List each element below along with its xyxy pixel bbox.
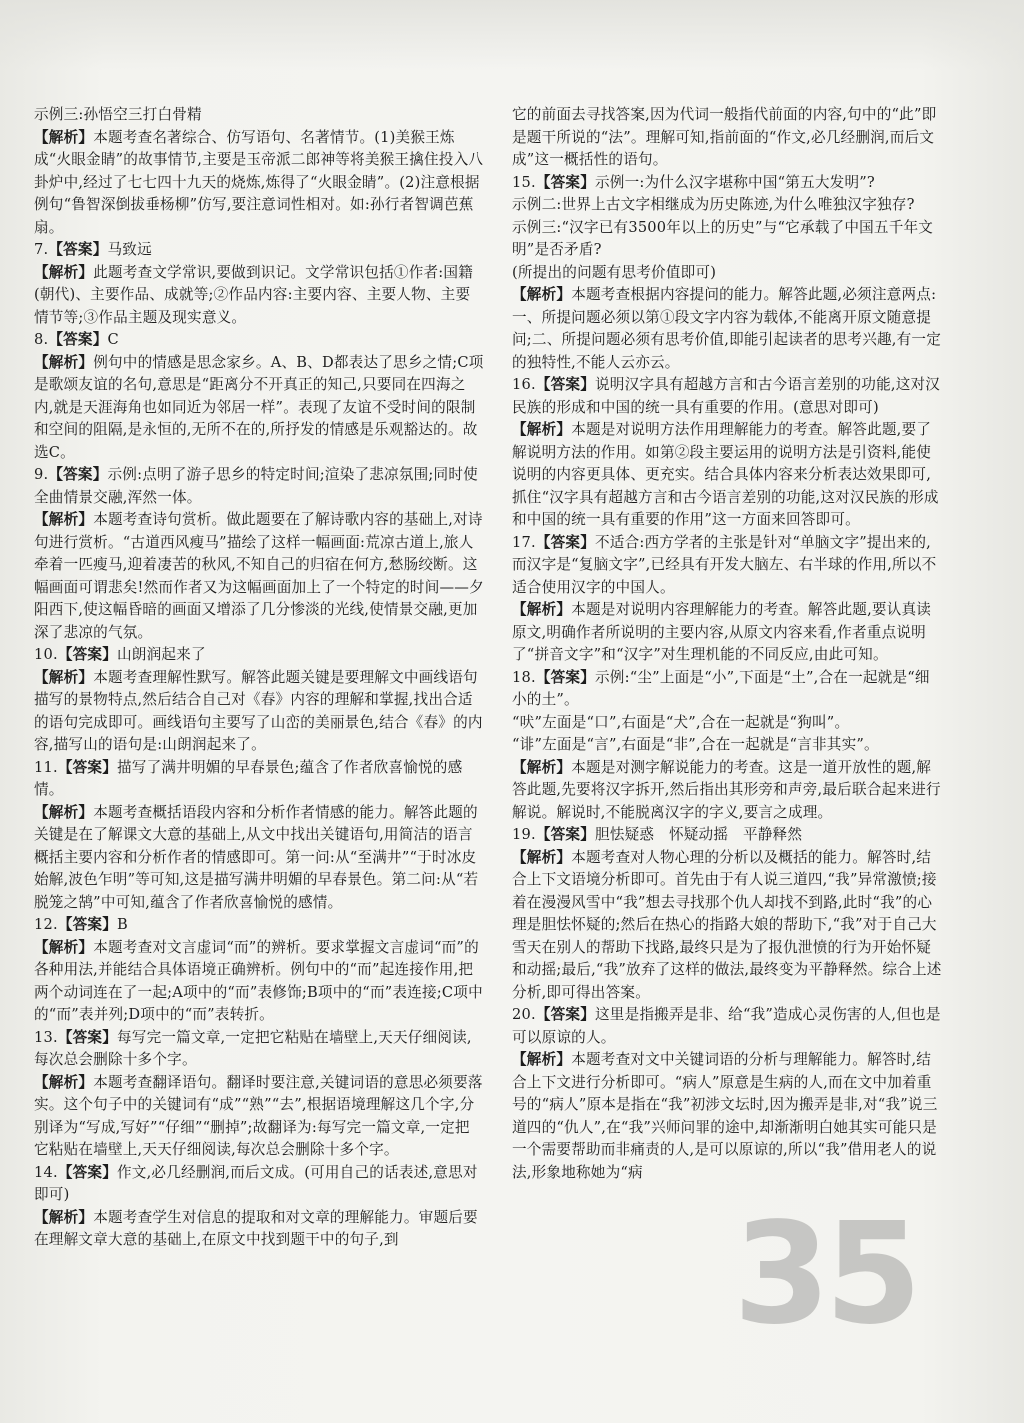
analysis-tag: 【解析】 [34,668,94,686]
question-number: 20. [512,1006,536,1023]
answer-paragraph [34,104,484,127]
answer-paragraph [512,172,942,195]
analysis-tag: 【解析】 [34,128,94,146]
answer-paragraph [34,464,484,509]
paragraph-text: 本题考查学生对信息的提取和对文章的理解能力。审题后要在理解文章大意的基础上,在原文中找到题干中的句子,到 [34,1208,478,1248]
analysis-tag: 【解析】 [34,1208,94,1226]
answer-tag: 【答案】 [48,331,108,348]
answer-paragraph [512,712,942,735]
paragraph-text: 胆怯疑惑 怀疑动摇 平静释然 [595,826,803,843]
answer-paragraph [512,1049,942,1184]
answer-paragraph [34,262,484,330]
paragraph-text: 本题是对测字解说能力的考查。这是一道开放性的题,解答此题,先要将汉字拆开,然后指出其形旁和声旁,最后联合起来进行解说。解说时,不能脱离汉字的字义,要言之成理。 [512,758,941,821]
paragraph-text: 本题是对说明内容理解能力的考查。解答此题,要认真读原文,明确作者所说明的主要内容,从原文内容来看,作者重点说明了“拼音文字”和“汉字”对生理机能的不同反应,由此可知。 [512,601,932,663]
answer-tag: 【答案】 [535,173,595,191]
analysis-tag: 【解析】 [34,938,94,956]
paragraph-text: 本题考查概括语段内容和分析作者情感的能力。解答此题的关键是在了解课文大意的基础上,从文中找出关键语句,用简洁的语言概括主要内容和分析作者的情感即可。第一问:从“至满井”“于时冰皮始解,波色乍明”等可知,这是描写满井明媚的早春景色。第二问:从“若脱笼之鹄”中可知,蕴含了作者欣喜愉悦的感情。 [34,803,479,911]
paragraph-text: 示例:点明了游子思乡的特定时间;渲染了悲凉氛围;同时使全曲情景交融,浑然一体。 [34,466,478,506]
question-number: 14. [34,1163,58,1181]
paragraph-text: 本题是对说明方法作用理解能力的考查。解答此题,要了解说明方法的作用。如第②段主要运用的说明方法是引资料,能使说明的内容更具体、更充实。结合具体内容来分析表达效果即可,抓住“汉字具有超越方言和古今语言差别的功能,这对汉民族的形成和中国的统一具有重要的作用”这一方面来回答即可。 [512,421,939,528]
answer-paragraph [512,284,942,374]
analysis-tag: 【解析】 [34,1073,94,1091]
answer-paragraph [34,127,484,240]
analysis-tag: 【解析】 [34,511,94,528]
question-number: 7. [34,241,49,258]
analysis-tag: 【解析】 [512,601,572,618]
answer-tag: 【答案】 [535,668,595,686]
answer-paragraph [512,532,942,600]
right-column [512,104,942,1184]
answer-tag: 【答案】 [57,758,117,776]
question-number: 18. [512,668,536,686]
question-number: 8. [34,331,49,348]
paragraph-text: 示例三:“汉字已有3500年以上的历史”与“它承载了中国五千年文明”是否矛盾? [512,218,934,258]
answer-paragraph [34,644,484,667]
analysis-tag: 【解析】 [512,848,572,866]
analysis-tag: 【解析】 [34,803,94,821]
paragraph-text: 此题考查文学常识,要做到识记。文学常识包括①作者:国籍(朝代)、主要作品、成就等;②作品内容:主要内容、主要人物、主要情节等;③作品主题及现实意义。 [34,263,473,326]
page-number: 35 [733,1193,916,1356]
paragraph-text: 每写完一篇文章,一定把它粘贴在墙壁上,天天仔细阅读,每次总会删除十多个字。 [34,1028,472,1068]
question-number: 13. [34,1028,58,1046]
answer-tag: 【答案】 [57,916,117,933]
answer-paragraph [34,1027,484,1072]
paragraph-text: 它的前面去寻找答案,因为代词一般指代前面的内容,句中的“此”即是题干所说的“法”。理解可知,指前面的“作文,必几经删润,而后文成”这一概括性的语句。 [512,106,937,168]
answer-paragraph [512,104,942,172]
paragraph-text: 本题考查对人物心理的分析以及概括的能力。解答时,结合上下文语境分析即可。首先由于有人说三道四,“我”异常激愤;接着在漫漫风雪中“我”想去寻找那个仇人却找不到路,此时“我”的心理是胆怯怀疑的;然后在热心的指路大娘的帮助下,“我”对于自己大雪天在别人的帮助下找路,最终只是为了报仇泄愤的行为开始怀疑和动摇;最后,“我”放弃了这样的做法,最终变为平静释然。综合上述分析,即可得出答案。 [512,848,942,1001]
left-column [34,104,484,1252]
question-number: 19. [512,826,536,843]
analysis-tag: 【解析】 [34,353,94,371]
paragraph-text: C [107,331,119,348]
paragraph-text: 山朗润起来了 [117,646,206,663]
answer-paragraph [34,352,484,465]
analysis-tag: 【解析】 [512,421,572,438]
paragraph-text: B [117,916,128,933]
question-number: 15. [512,173,536,191]
answer-tag: 【答案】 [535,826,595,843]
answer-paragraph [34,802,484,915]
answer-paragraph [512,847,942,1005]
answer-paragraph [512,667,942,712]
paragraph-text: 作文,必几经删润,而后文成。(可用自己的话表述,意思对即可) [34,1163,478,1203]
answer-paragraph [34,239,484,262]
answer-paragraph [34,914,484,937]
answer-paragraph [34,937,484,1027]
answer-paragraph [512,217,942,262]
analysis-tag: 【解析】 [512,758,572,776]
answer-tag: 【答案】 [48,466,108,483]
paragraph-text: 本题考查诗句赏析。做此题要在了解诗歌内容的基础上,对诗句进行赏析。“古道西风瘦马”描绘了这样一幅画面:荒凉古道上,旅人牵着一匹瘦马,迎着凄苦的秋风,不知自己的归宿在何方,愁肠绞断。这幅画面可谓悲矣!然而作者又为这幅画面加上了一个特定的时间——夕阳西下,使这幅昏暗的画面又增添了几分惨淡的光线,使情景交融,更加深了悲凉的气氛。 [34,511,484,641]
answer-paragraph [512,599,942,667]
paragraph-text: 马致远 [107,241,152,258]
answer-tag: 【答案】 [535,533,595,551]
answer-paragraph [512,419,942,532]
answer-tag: 【答案】 [48,241,108,258]
scan-shadow [0,0,1024,70]
answer-paragraph [512,1004,942,1049]
paragraph-text: 本题考查根据内容提问的能力。解答此题,必须注意两点:一、所提问题必须以第①段文字内容为载体,不能离开原文随意提问;二、所提问题必须有思考价值,即能引起读者的思考兴趣,有一定的独特性,不能人云亦云。 [512,286,942,371]
paragraph-text: 本题考查名著综合、仿写语句、名著情节。(1)美猴王炼成“火眼金睛”的故事情节,主要是玉帝派二郎神等将美猴王擒住投入八卦炉中,经过了七七四十九天的烧炼,炼得了“火眼金睛”。(2)注意根据例句“鲁智深倒拔垂杨柳”仿写,要注意词性相对。如:孙行者智调芭蕉扇。 [34,128,484,236]
question-number: 11. [34,758,58,776]
paragraph-text: 本题考查对文言虚词“而”的辨析。要求掌握文言虚词“而”的各种用法,并能结合具体语境正确辨析。例句中的“而”起连接作用,把两个动词连在了一起;A项中的“而”表修饰;B项中的“而”表连接;C项中的“而”表并列;D项中的“而”表转折。 [34,938,483,1023]
answer-paragraph [512,262,942,285]
paragraph-text: 不适合:西方学者的主张是针对“单脑文字”提出来的,而汉字是“复脑文字”,已经具有开发大脑左、右半球的作用,所以不适合使用汉字的中国人。 [512,533,937,596]
answer-paragraph [34,1207,484,1252]
question-number: 12. [34,916,58,933]
question-number: 17. [512,533,536,551]
question-number: 10. [34,646,58,663]
paragraph-text: 示例二:世界上古文字相继成为历史陈迹,为什么唯独汉字独存? [512,196,915,213]
analysis-tag: 【解析】 [512,286,572,303]
paragraph-text: “吠”左面是“口”,右面是“犬”,合在一起就是“狗叫”。 [512,713,850,731]
answer-paragraph [34,1162,484,1207]
answer-paragraph [34,757,484,802]
answer-paragraph [512,757,942,825]
paragraph-text: (所提出的问题有思考价值即可) [512,263,717,281]
paragraph-text: 描写了满井明媚的早春景色;蕴含了作者欣喜愉悦的感情。 [34,758,463,798]
answer-paragraph [34,329,484,352]
paragraph-text: 说明汉字具有超越方言和古今语言差别的功能,这对汉民族的形成和中国的统一具有重要的作用。(意思对即可) [512,376,941,416]
answer-paragraph [34,1072,484,1162]
paragraph-text: 本题考查理解性默写。解答此题关键是要理解文中画线语句描写的景物特点,然后结合自己对《春》内容的理解和掌握,找出合适的语句完成即可。画线语句主要写了山峦的美丽景色,结合《春》的内容,描写山的语句是:山朗润起来了。 [34,668,483,753]
paragraph-text: 本题考查对文中关键词语的分析与理解能力。解答时,结合上下文进行分析即可。“病人”原意是生病的人,而在文中加着重号的“病人”原本是指在“我”初涉文坛时,因为搬弄是非,对“我”说三道四的“仇人”,在“我”兴师问罪的途中,却渐渐明白她其实可能只是一个需要帮助而非痛责的人,是可以原谅的,所以“我”借用老人的说法,形象地称她为“病 [512,1051,938,1181]
paragraph-text: “诽”左面是“言”,右面是“非”,合在一起就是“言非其实”。 [512,736,879,753]
answer-tag: 【答案】 [535,376,595,393]
paragraph-text: 这里是指搬弄是非、给“我”造成心灵伤害的人,但也是可以原谅的人。 [512,1006,941,1046]
answer-paragraph [512,734,942,757]
paragraph-text: 本题考查翻译语句。翻译时要注意,关键词语的意思必须要落实。这个句子中的关键词有“成”“熟”“去”,根据语境理解这几个字,分别译为“写成,写好”“仔细”“删掉”;故翻译为:每写完一篇文章,一定把它粘贴在墙壁上,天天仔细阅读,每次总会删除十多个字。 [34,1073,483,1158]
answer-paragraph [34,509,484,644]
answer-tag: 【答案】 [57,1163,117,1181]
analysis-tag: 【解析】 [512,1051,572,1068]
answer-tag: 【答案】 [57,646,117,663]
analysis-tag: 【解析】 [34,263,94,281]
answer-paragraph [512,824,942,847]
paragraph-text: 示例三:孙悟空三打白骨精 [34,106,202,123]
answer-paragraph [512,374,942,419]
paragraph-text: 示例一:为什么汉字堪称中国“第五大发明”? [595,173,875,191]
question-number: 9. [34,466,49,483]
answer-tag: 【答案】 [535,1006,595,1023]
answer-tag: 【答案】 [57,1028,117,1046]
answer-paragraph [512,194,942,217]
question-number: 16. [512,376,536,393]
answer-paragraph [34,667,484,757]
paragraph-text: 例句中的情感是思念家乡。A、B、D都表达了思乡之情;C项是歌颂友谊的名句,意思是“距离分不开真正的知己,只要同在四海之内,就是天涯海角也如同近为邻居一样”。表现了友谊不受时间的限制和空间的阻隔,是永恒的,无所不在的,所抒发的情感是乐观豁达的。故选C。 [34,353,484,461]
paragraph-text: 示例:“尘”上面是“小”,下面是“土”,合在一起就是“细小的土”。 [512,668,930,708]
